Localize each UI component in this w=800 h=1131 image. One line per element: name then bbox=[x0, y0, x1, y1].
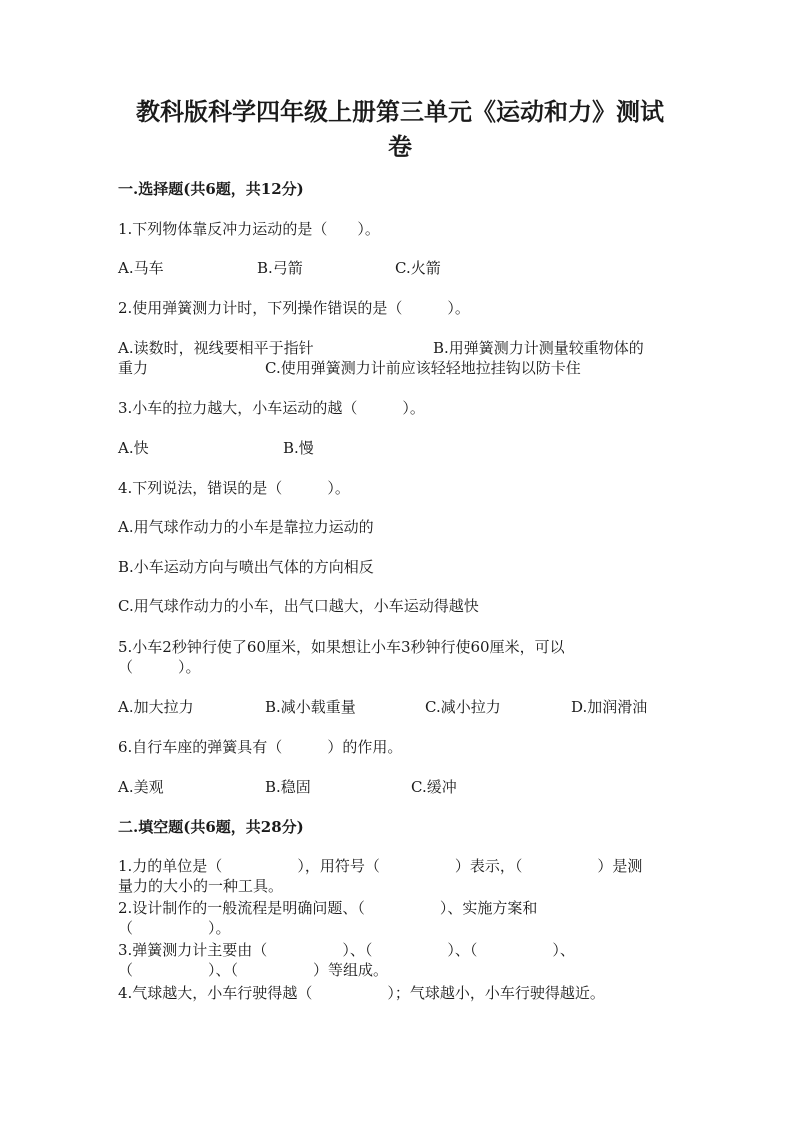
q1-2-option-b: B.用弹簧测力计测量较重物体的 bbox=[433, 339, 644, 357]
q1-5-option-d: D.加润滑油 bbox=[571, 698, 648, 716]
q2-1-line1: 1.力的单位是（ ），用符号（ ）表示，（ ）是测 bbox=[118, 857, 643, 875]
q1-3-option-a: A.快 bbox=[118, 439, 149, 457]
q1-2-option-b-cont: 重力 bbox=[118, 359, 149, 377]
q2-3-line2: （ ）、（ ）等组成。 bbox=[118, 961, 389, 979]
q1-2-option-c: C.使用弹簧测力计前应该轻轻地拉挂钩以防卡住 bbox=[265, 359, 581, 377]
q1-4-stem: 4.下列说法，错误的是（ ）。 bbox=[118, 479, 350, 497]
q1-5-option-c: C.减小拉力 bbox=[425, 698, 501, 716]
q1-6-option-c: C.缓冲 bbox=[411, 778, 457, 796]
q2-2-line1: 2.设计制作的一般流程是明确问题、（ ）、实施方案和 bbox=[118, 899, 538, 917]
q1-3-stem: 3.小车的拉力越大，小车运动的越（ ）。 bbox=[118, 399, 425, 417]
q1-4-option-c: C.用气球作动力的小车，出气口越大，小车运动得越快 bbox=[118, 597, 479, 615]
q1-3-option-b: B.慢 bbox=[283, 439, 314, 457]
section1-heading: 一.选择题(共6题，共12分) bbox=[118, 180, 304, 198]
q1-5-stem-line1: 5.小车2秒钟行使了60厘米，如果想让小车3秒钟行使60厘米，可以 bbox=[118, 638, 565, 656]
q1-6-option-b: B.稳固 bbox=[265, 778, 311, 796]
q1-1-stem: 1.下列物体靠反冲力运动的是（ ）。 bbox=[118, 220, 380, 238]
q1-6-option-a: A.美观 bbox=[118, 778, 164, 796]
q1-4-option-a: A.用气球作动力的小车是靠拉力运动的 bbox=[118, 518, 374, 536]
q1-1-option-c: C.火箭 bbox=[395, 259, 441, 277]
q1-4-option-b: B.小车运动方向与喷出气体的方向相反 bbox=[118, 558, 374, 576]
q1-5-option-b: B.减小载重量 bbox=[265, 698, 356, 716]
doc-title-line1: 教科版科学四年级上册第三单元《运动和力》测试 bbox=[136, 97, 664, 126]
doc-title-line2: 卷 bbox=[388, 132, 412, 161]
section2-heading: 二.填空题(共6题，共28分) bbox=[118, 818, 304, 836]
q1-5-stem-line2: （ ）。 bbox=[118, 658, 201, 676]
q1-1-option-b: B.弓箭 bbox=[257, 259, 303, 277]
q2-3-line1: 3.弹簧测力计主要由（ ）、（ ）、（ ）、 bbox=[118, 941, 575, 959]
q1-2-option-a: A.读数时，视线要相平于指针 bbox=[118, 339, 314, 357]
q1-6-stem: 6.自行车座的弹簧具有（ ）的作用。 bbox=[118, 738, 403, 756]
q2-1-line2: 量力的大小的一种工具。 bbox=[118, 877, 284, 895]
q1-1-option-a: A.马车 bbox=[118, 259, 164, 277]
q2-4-line1: 4.气球越大，小车行驶得越（ ）；气球越小，小车行驶得越近。 bbox=[118, 984, 605, 1002]
q2-2-line2: （ ）。 bbox=[118, 919, 231, 937]
q1-2-stem: 2.使用弹簧测力计时，下列操作错误的是（ ）。 bbox=[118, 299, 470, 317]
q1-5-option-a: A.加大拉力 bbox=[118, 698, 194, 716]
